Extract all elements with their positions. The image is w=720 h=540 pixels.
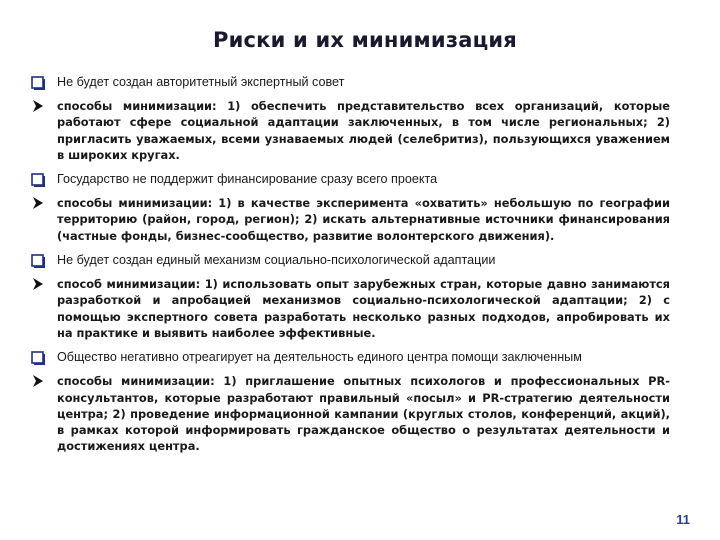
arrowhead-bullet-icon [30, 98, 46, 114]
hollow-square-bullet-icon [30, 253, 46, 269]
hollow-square-bullet-icon [30, 75, 46, 91]
mitigation-text: способы минимизации: 1) приглашение опытных психологов и профессиональных PR-консультантов, которые разработают правильный «посыл» и PR-стратегию деятельности центра; 2) проведение информационной кампании (круглых столов, конференций, акций), в рамках которой информировать гражданское общество о результатах деятельности и достижениях центра. [57, 374, 670, 454]
mitigation-text: способ минимизации: 1) использовать опыт зарубежных стран, которые давно занимаются разработкой и апробацией механизмов социально-психологической адаптации; 2) с помощью экспертного совета разработать несколько разных подходов, апробировать их на практике и выявить наиболее эффективные. [57, 277, 670, 340]
page-number: 11 [676, 512, 690, 527]
mitigation-item-1 [30, 98, 670, 163]
risk-text: Государство не поддержит финансирование сразу всего проекта [57, 172, 438, 187]
risk-item-3 [30, 252, 670, 269]
mitigation-text: способы минимизации: 1) обеспечить представительство всех организаций, которые работают сфере социальной адаптации заключенных, в том числе региональных; 2) пригласить уважаемых, всеми узнаваемых людей (селебритиз), пользующихся уважением в широких кругах. [57, 99, 670, 162]
mitigation-text: способы минимизации: 1) в качестве эксперимента «охватить» небольшую по географии территорию (район, город, регион); 2) искать альтернативные источники финансирования (частные фонды, бизнес-сообщество, развитие волонтерского движения). [57, 196, 670, 243]
arrowhead-bullet-icon [30, 195, 46, 211]
risk-item-1 [30, 74, 670, 91]
bullet-list [30, 74, 670, 463]
risk-text: Не будет создан единый механизм социально-психологической адаптации [57, 253, 496, 268]
hollow-square-bullet-icon [30, 172, 46, 188]
mitigation-item-2 [30, 195, 670, 244]
risk-item-2 [30, 171, 670, 188]
risk-text: Общество негативно отреагирует на деятельность единого центра помощи заключенным [57, 350, 582, 365]
arrowhead-bullet-icon [30, 276, 46, 292]
hollow-square-bullet-icon [30, 350, 46, 366]
arrowhead-bullet-icon [30, 373, 46, 389]
risk-text: Не будет создан авторитетный экспертный совет [57, 75, 345, 89]
slide-title: Риски и их минимизация [213, 28, 517, 52]
risk-item-4 [30, 349, 670, 366]
mitigation-item-4 [30, 373, 670, 454]
mitigation-item-3 [30, 276, 670, 341]
